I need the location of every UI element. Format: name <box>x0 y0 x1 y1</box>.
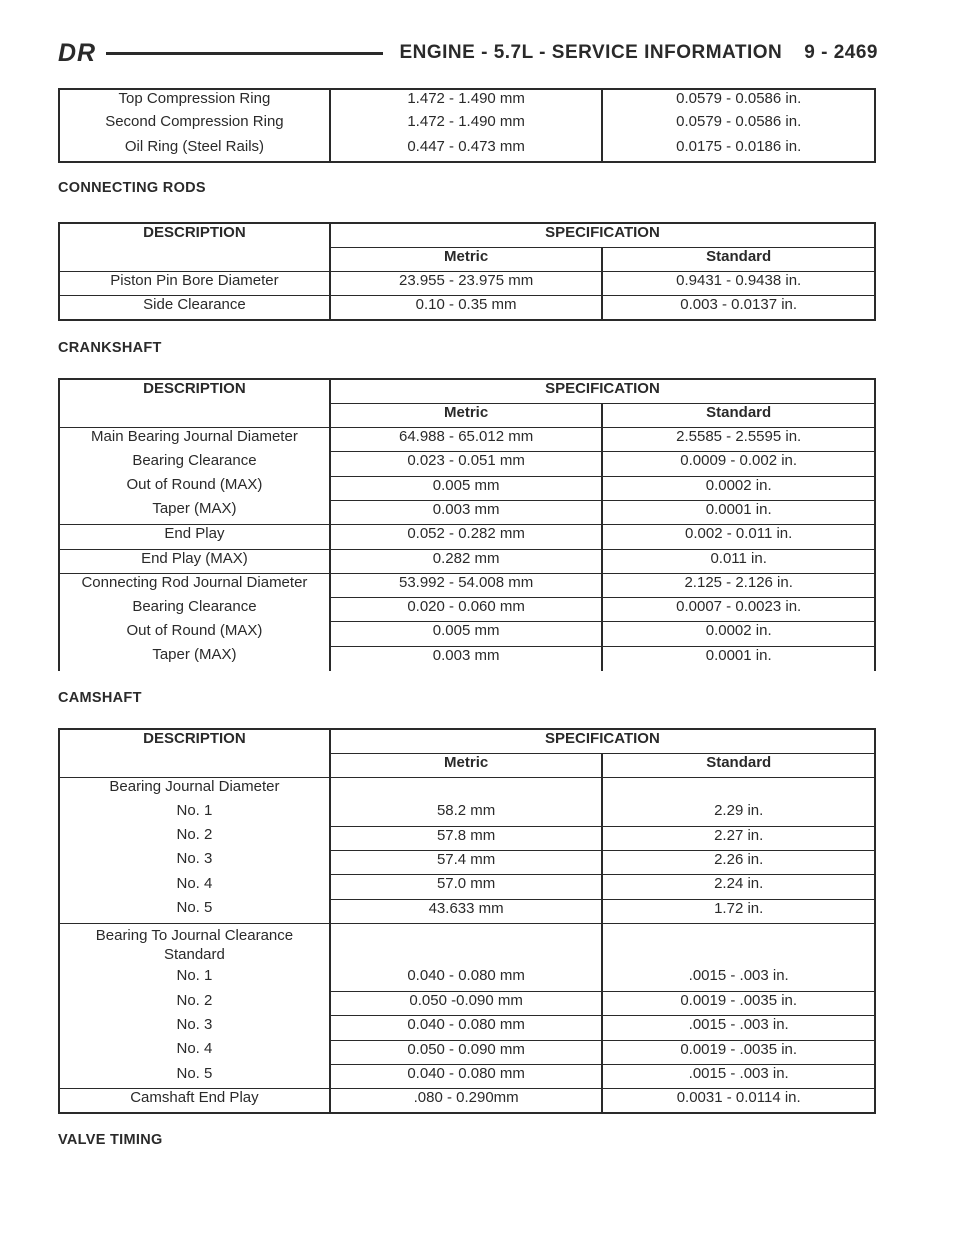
row-metric: 0.052 - 0.282 mm <box>330 525 602 549</box>
table-row <box>59 598 875 622</box>
row-description: Out of Round (MAX) <box>59 622 330 646</box>
row-standard: 0.0002 in. <box>602 476 875 500</box>
row-metric: 58.2 mm <box>330 802 603 826</box>
row-metric: .080 - 0.290mm <box>330 1089 603 1113</box>
table-row <box>59 1040 875 1064</box>
col-specification: SPECIFICATION <box>330 729 875 753</box>
table-row <box>59 992 875 1016</box>
table-header-row <box>59 729 875 753</box>
table-row <box>59 778 875 802</box>
row-standard: .0015 - .003 in. <box>602 1016 875 1040</box>
row-description: Side Clearance <box>59 296 330 320</box>
empty-cell <box>602 923 875 967</box>
row-description <box>59 923 330 967</box>
row-description: No. 4 <box>59 1040 330 1064</box>
row-description: Oil Ring (Steel Rails) <box>59 138 330 162</box>
header-rule <box>106 52 383 55</box>
col-standard: Standard <box>602 753 875 777</box>
table-header-row <box>59 379 875 403</box>
section-title-connecting-rods: CONNECTING RODS <box>58 180 206 196</box>
table-header-row <box>59 223 875 247</box>
row-metric: 0.003 mm <box>330 646 602 670</box>
clearance-title <box>60 924 329 964</box>
col-metric: Metric <box>330 247 602 271</box>
table-row <box>59 899 875 923</box>
table-row <box>59 525 875 549</box>
empty-cell <box>602 778 875 802</box>
row-description: No. 4 <box>59 875 330 899</box>
row-description: End Play <box>59 525 330 549</box>
table-row <box>59 850 875 874</box>
table-row <box>59 826 875 850</box>
section-title-crankshaft: CRANKSHAFT <box>58 340 162 356</box>
row-description: Main Bearing Journal Diameter <box>59 428 330 452</box>
row-metric: 1.472 - 1.490 mm <box>330 113 603 137</box>
row-metric: 0.050 -0.090 mm <box>330 992 603 1016</box>
table-row <box>59 549 875 573</box>
table-row <box>59 272 875 296</box>
row-description: No. 3 <box>59 1016 330 1040</box>
empty-cell <box>59 247 330 271</box>
col-description: DESCRIPTION <box>59 379 330 403</box>
table-row <box>59 573 875 597</box>
camshaft-table <box>58 728 876 1114</box>
row-metric: 0.040 - 0.080 mm <box>330 1065 603 1089</box>
table-row <box>59 296 875 320</box>
row-metric: 0.282 mm <box>330 549 602 573</box>
row-standard: 0.0002 in. <box>602 622 875 646</box>
row-standard: 0.9431 - 0.9438 in. <box>602 272 875 296</box>
row-standard: .0015 - .003 in. <box>602 967 875 991</box>
row-standard: 2.26 in. <box>602 850 875 874</box>
row-standard: 0.0175 - 0.0186 in. <box>602 138 875 162</box>
row-metric: 0.447 - 0.473 mm <box>330 138 603 162</box>
col-specification: SPECIFICATION <box>330 379 875 403</box>
page-title: ENGINE - 5.7L - SERVICE INFORMATION <box>399 42 783 63</box>
page-header <box>58 38 878 68</box>
table-subheader-row <box>59 247 875 271</box>
row-description: Bearing Clearance <box>59 598 330 622</box>
row-metric: 57.0 mm <box>330 875 603 899</box>
row-metric: 57.8 mm <box>330 826 603 850</box>
row-description: Connecting Rod Journal Diameter <box>59 573 330 597</box>
table-row <box>59 1016 875 1040</box>
section-title-camshaft: CAMSHAFT <box>58 690 142 706</box>
table-row <box>59 89 875 113</box>
row-standard: 0.011 in. <box>602 549 875 573</box>
row-metric: 53.992 - 54.008 mm <box>330 573 602 597</box>
row-metric: 0.005 mm <box>330 476 602 500</box>
row-description: No. 5 <box>59 1065 330 1089</box>
row-metric: 0.050 - 0.090 mm <box>330 1040 603 1064</box>
row-description: No. 2 <box>59 992 330 1016</box>
row-standard: 2.5585 - 2.5595 in. <box>602 428 875 452</box>
row-standard: 1.72 in. <box>602 899 875 923</box>
row-description: Bearing Journal Diameter <box>59 778 330 802</box>
col-specification: SPECIFICATION <box>330 223 875 247</box>
piston-ring-table <box>58 88 876 163</box>
row-description: Taper (MAX) <box>59 646 330 670</box>
table-row <box>59 476 875 500</box>
section-code: DR <box>58 38 97 67</box>
row-description: No. 2 <box>59 826 330 850</box>
row-standard: 2.125 - 2.126 in. <box>602 573 875 597</box>
col-standard: Standard <box>602 403 875 427</box>
table-row <box>59 1089 875 1113</box>
row-metric: 64.988 - 65.012 mm <box>330 428 602 452</box>
row-description: Second Compression Ring <box>59 113 330 137</box>
clearance-title-line2: Standard <box>163 945 225 963</box>
row-description: Camshaft End Play <box>59 1089 330 1113</box>
row-standard: 0.0579 - 0.0586 in. <box>602 89 875 113</box>
row-description: No. 1 <box>59 967 330 991</box>
table-row <box>59 923 875 967</box>
table-row <box>59 113 875 137</box>
empty-cell <box>330 778 603 802</box>
row-standard: 2.24 in. <box>602 875 875 899</box>
row-description: No. 5 <box>59 899 330 923</box>
clearance-title-line1: Bearing To Journal Clearance <box>95 926 294 944</box>
row-standard: 0.002 - 0.011 in. <box>602 525 875 549</box>
col-description: DESCRIPTION <box>59 223 330 247</box>
table-subheader-row <box>59 403 875 427</box>
table-row <box>59 500 875 524</box>
table-row <box>59 875 875 899</box>
table-row <box>59 1065 875 1089</box>
row-standard: 0.0019 - .0035 in. <box>602 1040 875 1064</box>
table-row <box>59 967 875 991</box>
row-standard: 0.0579 - 0.0586 in. <box>602 113 875 137</box>
row-description: No. 1 <box>59 802 330 826</box>
row-metric: 57.4 mm <box>330 850 603 874</box>
col-description: DESCRIPTION <box>59 729 330 753</box>
row-standard: 2.29 in. <box>602 802 875 826</box>
row-standard: 0.0001 in. <box>602 646 875 670</box>
row-standard: 0.0001 in. <box>602 500 875 524</box>
row-metric: 0.005 mm <box>330 622 602 646</box>
row-metric: 1.472 - 1.490 mm <box>330 89 603 113</box>
page-number: 9 - 2469 <box>804 42 878 63</box>
table-row <box>59 646 875 670</box>
row-description: Taper (MAX) <box>59 500 330 524</box>
col-standard: Standard <box>602 247 875 271</box>
empty-cell <box>59 403 330 427</box>
row-standard: 0.0009 - 0.002 in. <box>602 452 875 476</box>
row-standard: 0.0019 - .0035 in. <box>602 992 875 1016</box>
row-description: End Play (MAX) <box>59 549 330 573</box>
col-metric: Metric <box>330 753 603 777</box>
row-standard: 0.0007 - 0.0023 in. <box>602 598 875 622</box>
row-standard: 2.27 in. <box>602 826 875 850</box>
row-standard: 0.003 - 0.0137 in. <box>602 296 875 320</box>
row-metric: 0.10 - 0.35 mm <box>330 296 602 320</box>
table-row <box>59 138 875 162</box>
connecting-rods-table <box>58 222 876 321</box>
row-description: Piston Pin Bore Diameter <box>59 272 330 296</box>
empty-cell <box>330 923 603 967</box>
row-metric: 0.023 - 0.051 mm <box>330 452 602 476</box>
row-standard: 0.0031 - 0.0114 in. <box>602 1089 875 1113</box>
row-metric: 0.040 - 0.080 mm <box>330 1016 603 1040</box>
table-row <box>59 452 875 476</box>
row-metric: 23.955 - 23.975 mm <box>330 272 602 296</box>
empty-cell <box>59 753 330 777</box>
row-metric: 0.020 - 0.060 mm <box>330 598 602 622</box>
row-description: Bearing Clearance <box>59 452 330 476</box>
row-metric: 0.040 - 0.080 mm <box>330 967 603 991</box>
row-metric: 43.633 mm <box>330 899 603 923</box>
row-standard: .0015 - .003 in. <box>602 1065 875 1089</box>
row-description: Top Compression Ring <box>59 89 330 113</box>
row-description: Out of Round (MAX) <box>59 476 330 500</box>
table-subheader-row <box>59 753 875 777</box>
row-description: No. 3 <box>59 850 330 874</box>
table-row <box>59 802 875 826</box>
section-title-valve-timing: VALVE TIMING <box>58 1132 163 1148</box>
crankshaft-table <box>58 378 876 671</box>
table-row <box>59 622 875 646</box>
row-metric: 0.003 mm <box>330 500 602 524</box>
col-metric: Metric <box>330 403 602 427</box>
table-row <box>59 428 875 452</box>
